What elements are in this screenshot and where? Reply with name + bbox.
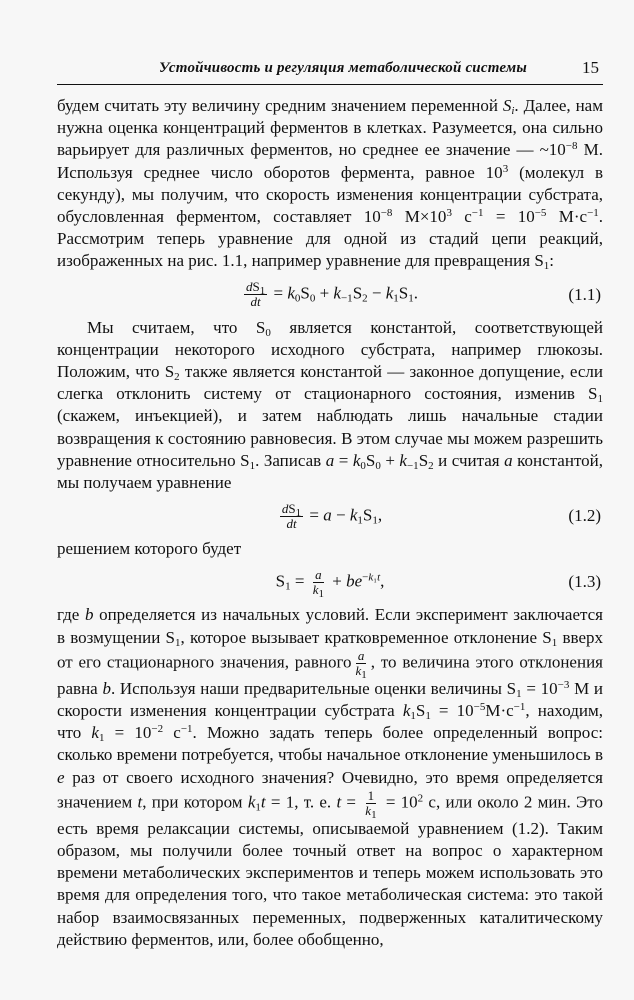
paragraph-2: Мы считаем, что $S_0$ является константой, соответствующей концентрации некоторого исходного субстрата, например глюкозы. Положим, что $S_2$ также является константой — законное допущение, если слегка отклонить систему от стационарного состояния, изменив $S_1$ (скажем, инъекцией), и затем наблюдать лишь начальные стадии возвращения к состоянию равновесия. В этом случае мы можем разрешить уравнение относительно $S_1$. Записав $a = k_0S_0 + k_{-1}S_2$ и считая a константой, мы получаем уравнение [57,317,603,493]
paragraph-1: будем считать эту величину средним значением переменной $S_i$. Далее, нам нужна оценка концентраций ферментов в клетках. Разумеется, она сильно варьирует для различных ферментов, но среднее ее значение — $\sim 10^{-8}$ М. Используя среднее число оборотов фермента, равное $10^3$ (молекул в секунду), мы получим, что скорость изменения концентрации субстрата, обусловленная ферментом, составляет $10^{-8}$ $М\times 10^3$ $с^{-1} = 10^{-5}$ $М\cdot с^{-1}$. Рассмотрим теперь уравнение для одной из стадий цепи реакций, изображенных на рис. 1.1, например уравнение для превращения $S_1$: [57,96,604,273]
paragraph-3: решением которого будет [57,539,242,559]
equation-1-3: $S_1$ = $\frac{a}{k_1}$ + $be^{-k_1t}$, (1.3) [275,566,601,600]
equation-1-2: $\frac{dS_1}{dt}$ = $a - k_1S_1$, (1.2) [281,500,601,531]
page-body [57,95,603,951]
equation-1-1: $\frac{dS_1}{dt}$ = $k_0S_0 + k_{-1}S_2 - k_1S_1$. (1.1) [245,279,601,310]
paragraph-4: где b определяется из начальных условий. Если эксперимент заключается в возмущении $S_1$, которое вызывает кратковременное отклонение $S_1$ вверх от его стационарного значения, равного $\frac{a}{k_1}$ , то величина этого отклонения равна b. Используя наши предварительные оценки величины $S_1 = 10^{-3}$ М и скорости изменения концентрации субстрата $k_1S_1 = 10^{-5}М\cdot с^{-1}$, находим, что $k_1 = 10^{-2}$ $с^{-1}$. Можно задать теперь более определенный вопрос: сколько времени потребуется, чтобы начальное отклонение уменьшилось в e раз от своего исходного значения? Очевидно, это время определяется значением t, при котором $k_1t = 1$, т. е. t = $\frac{1}{k_1}$ = $10^2$ с, или около 2 мин. Это есть время релаксации системы, описываемой уравнением (1.2). Таким образом, мы получили более точный ответ на вопрос о характерном времени метаболических экспериментов и теперь можем использовать это время для определения того, что такое метаболическая система: это такой набор взаимосвязанных переменных, подверженных каталитическому действию ферментов, или, более обобщенно, [57,605,604,949]
running-header [57,58,603,85]
equation-number: (1.3) [568,572,601,592]
equation-number: (1.2) [568,506,601,526]
running-title: Устойчивость и регуляция метаболической системы [159,60,527,76]
page-number: 15 [582,58,599,77]
equation-number: (1.1) [568,284,601,304]
